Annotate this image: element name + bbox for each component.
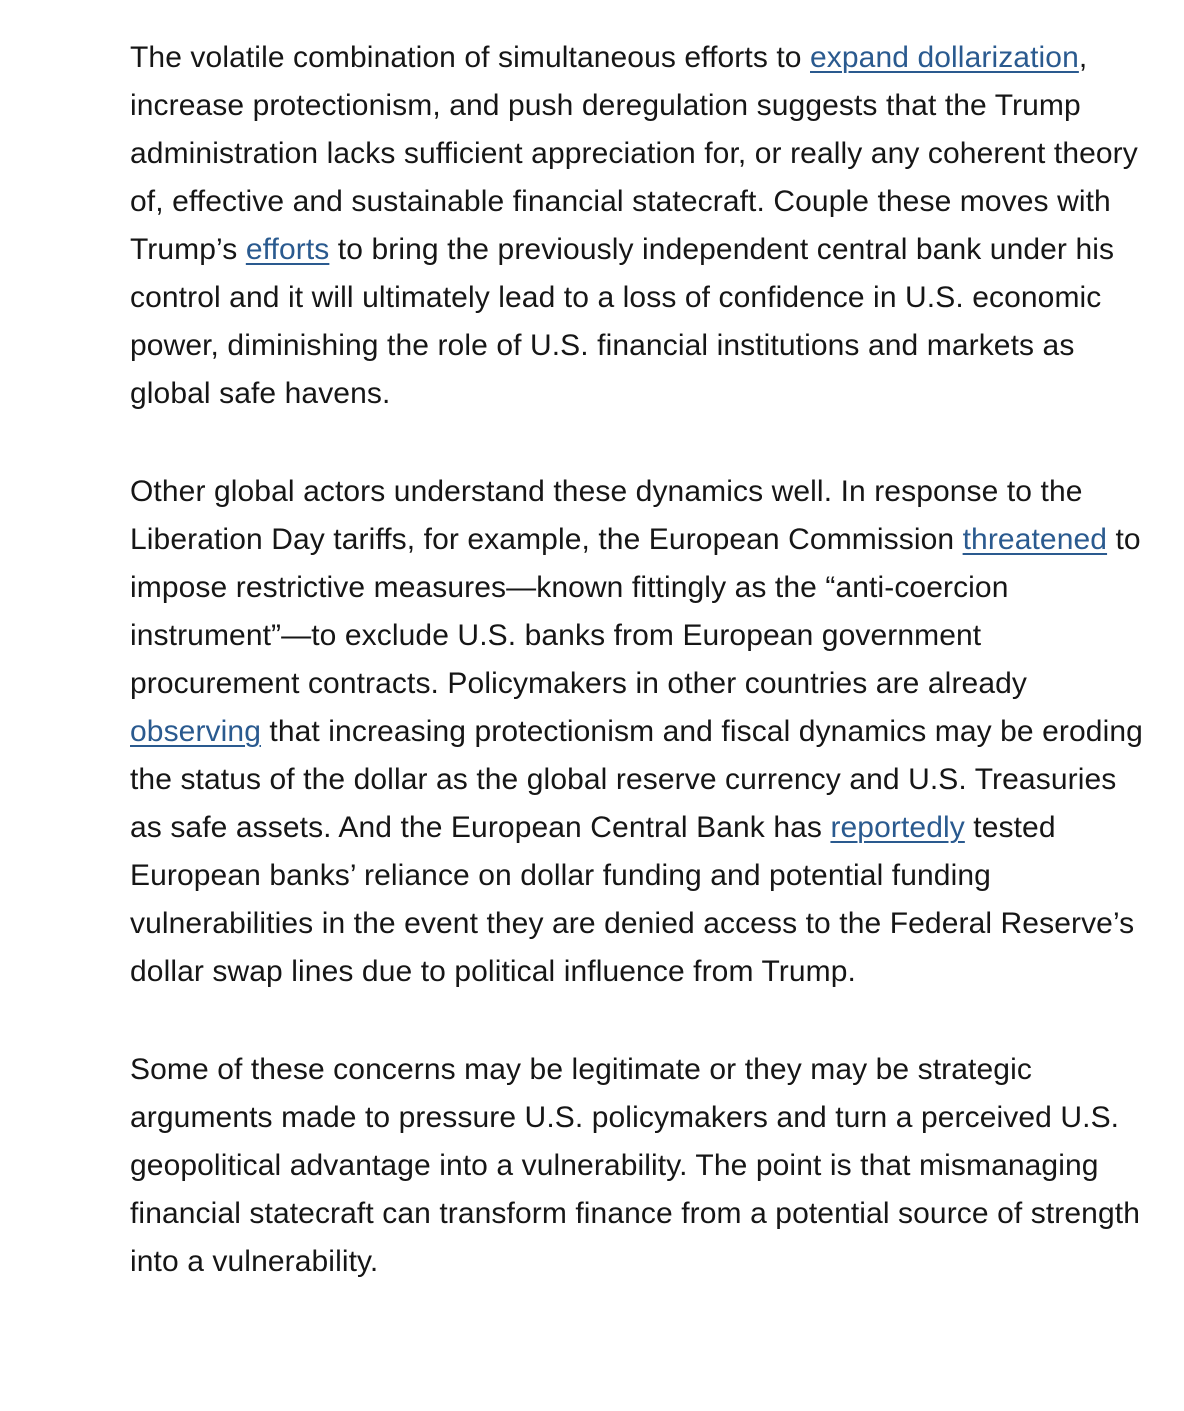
link-threatened[interactable]: threatened: [962, 523, 1108, 556]
paragraph-text: tested European banks’ reliance on dollar funding and potential funding vulnerabilities in the event they are denied access to the Federal Reserve’s dollar swap lines due to political influence from Trump.: [130, 811, 1135, 988]
link-observing[interactable]: observing: [130, 715, 261, 748]
link-efforts[interactable]: efforts: [245, 233, 330, 266]
paragraph-text: The volatile combination of simultaneous efforts to: [130, 41, 811, 74]
link-expand-dollarization[interactable]: expand dollarization: [810, 41, 1079, 74]
paragraph-text: , increase protectionism, and push deregulation suggests that the Trump administration lacks sufficient appreciation for, or really any coherent theory of, effective and sustainable financial statecraft. Couple these moves with Trump’s: [130, 41, 1138, 266]
paragraph-text: to bring the previously independent central bank under his control and it will ultimately lead to a loss of confidence in U.S. economic power, diminishing the role of U.S. financial institutions and markets as global safe havens.: [130, 233, 1115, 410]
link-reportedly[interactable]: reportedly: [830, 811, 965, 844]
paragraph-concerns: [130, 1046, 1154, 1286]
paragraph-text: Some of these concerns may be legitimate or they may be strategic arguments made to pressure U.S. policymakers and turn a perceived U.S. geopolitical advantage into a vulnerability. The point is that mismanaging financial statecraft can transform finance from a potential source of strength into a vulnerability.: [130, 1053, 1140, 1278]
article-body: [130, 34, 1154, 1286]
paragraph-dollarization: [130, 34, 1154, 418]
paragraph-text: that increasing protectionism and fiscal dynamics may be eroding the status of the dollar as the global reserve currency and U.S. Treasuries as safe assets. And the European Central Bank has: [130, 715, 1143, 844]
paragraph-global-actors: [130, 468, 1154, 996]
paragraph-text: to impose restrictive measures—known fittingly as the “anti-coercion instrument”—to exclude U.S. banks from European government procurement contracts. Policymakers in other countries are already: [130, 523, 1141, 700]
paragraph-text: Other global actors understand these dynamics well. In response to the Liberation Day tariffs, for example, the European Commission: [130, 475, 1083, 556]
